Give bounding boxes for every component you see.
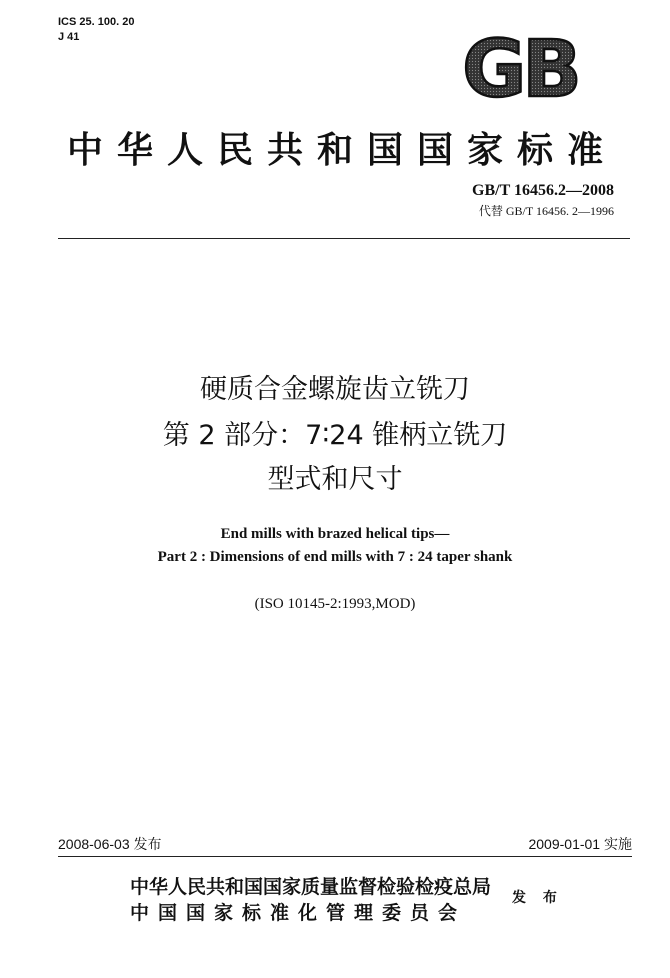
issuer-line1: 中华人民共和国国家质量监督检验检疫总局 <box>130 876 492 898</box>
title-en-line2: Part 2 : Dimensions of end mills with 7 : 24 taper shank <box>157 549 513 565</box>
top-divider <box>58 238 630 239</box>
gb-logo-text: GB <box>462 30 578 106</box>
issue-label: 发 布 <box>512 890 563 906</box>
gb-logo <box>450 30 590 106</box>
title-en-line1: End mills with brazed helical tips— <box>220 526 450 542</box>
national-standard-title: 中华人民共和国国家标准 <box>66 129 617 171</box>
iso-reference: (ISO 10145-2:1993,MOD) <box>254 596 416 612</box>
title-zh-line3: 型式和尺寸 <box>267 464 403 495</box>
replaces-note: 代替 GB/T 16456. 2—1996 <box>478 204 614 218</box>
standard-number: GB/T 16456.2—2008 <box>472 182 614 199</box>
publish-date: 2008-06-03 发布 <box>58 836 162 852</box>
classification-codes <box>58 15 134 45</box>
title-zh-line1: 硬质合金螺旋齿立铣刀 <box>200 374 470 405</box>
bottom-divider <box>58 856 632 857</box>
ics-code: ICS 25. 100. 20 <box>58 16 135 28</box>
issuer-line2: 中国国家标准化管理委员会 <box>130 902 467 924</box>
title-zh-line2: 第 2 部分：7∶24 锥柄立铣刀 <box>162 420 508 451</box>
implement-date: 2009-01-01 实施 <box>528 836 632 852</box>
ccs-code: J 41 <box>58 31 80 43</box>
standard-code-block <box>472 182 614 219</box>
